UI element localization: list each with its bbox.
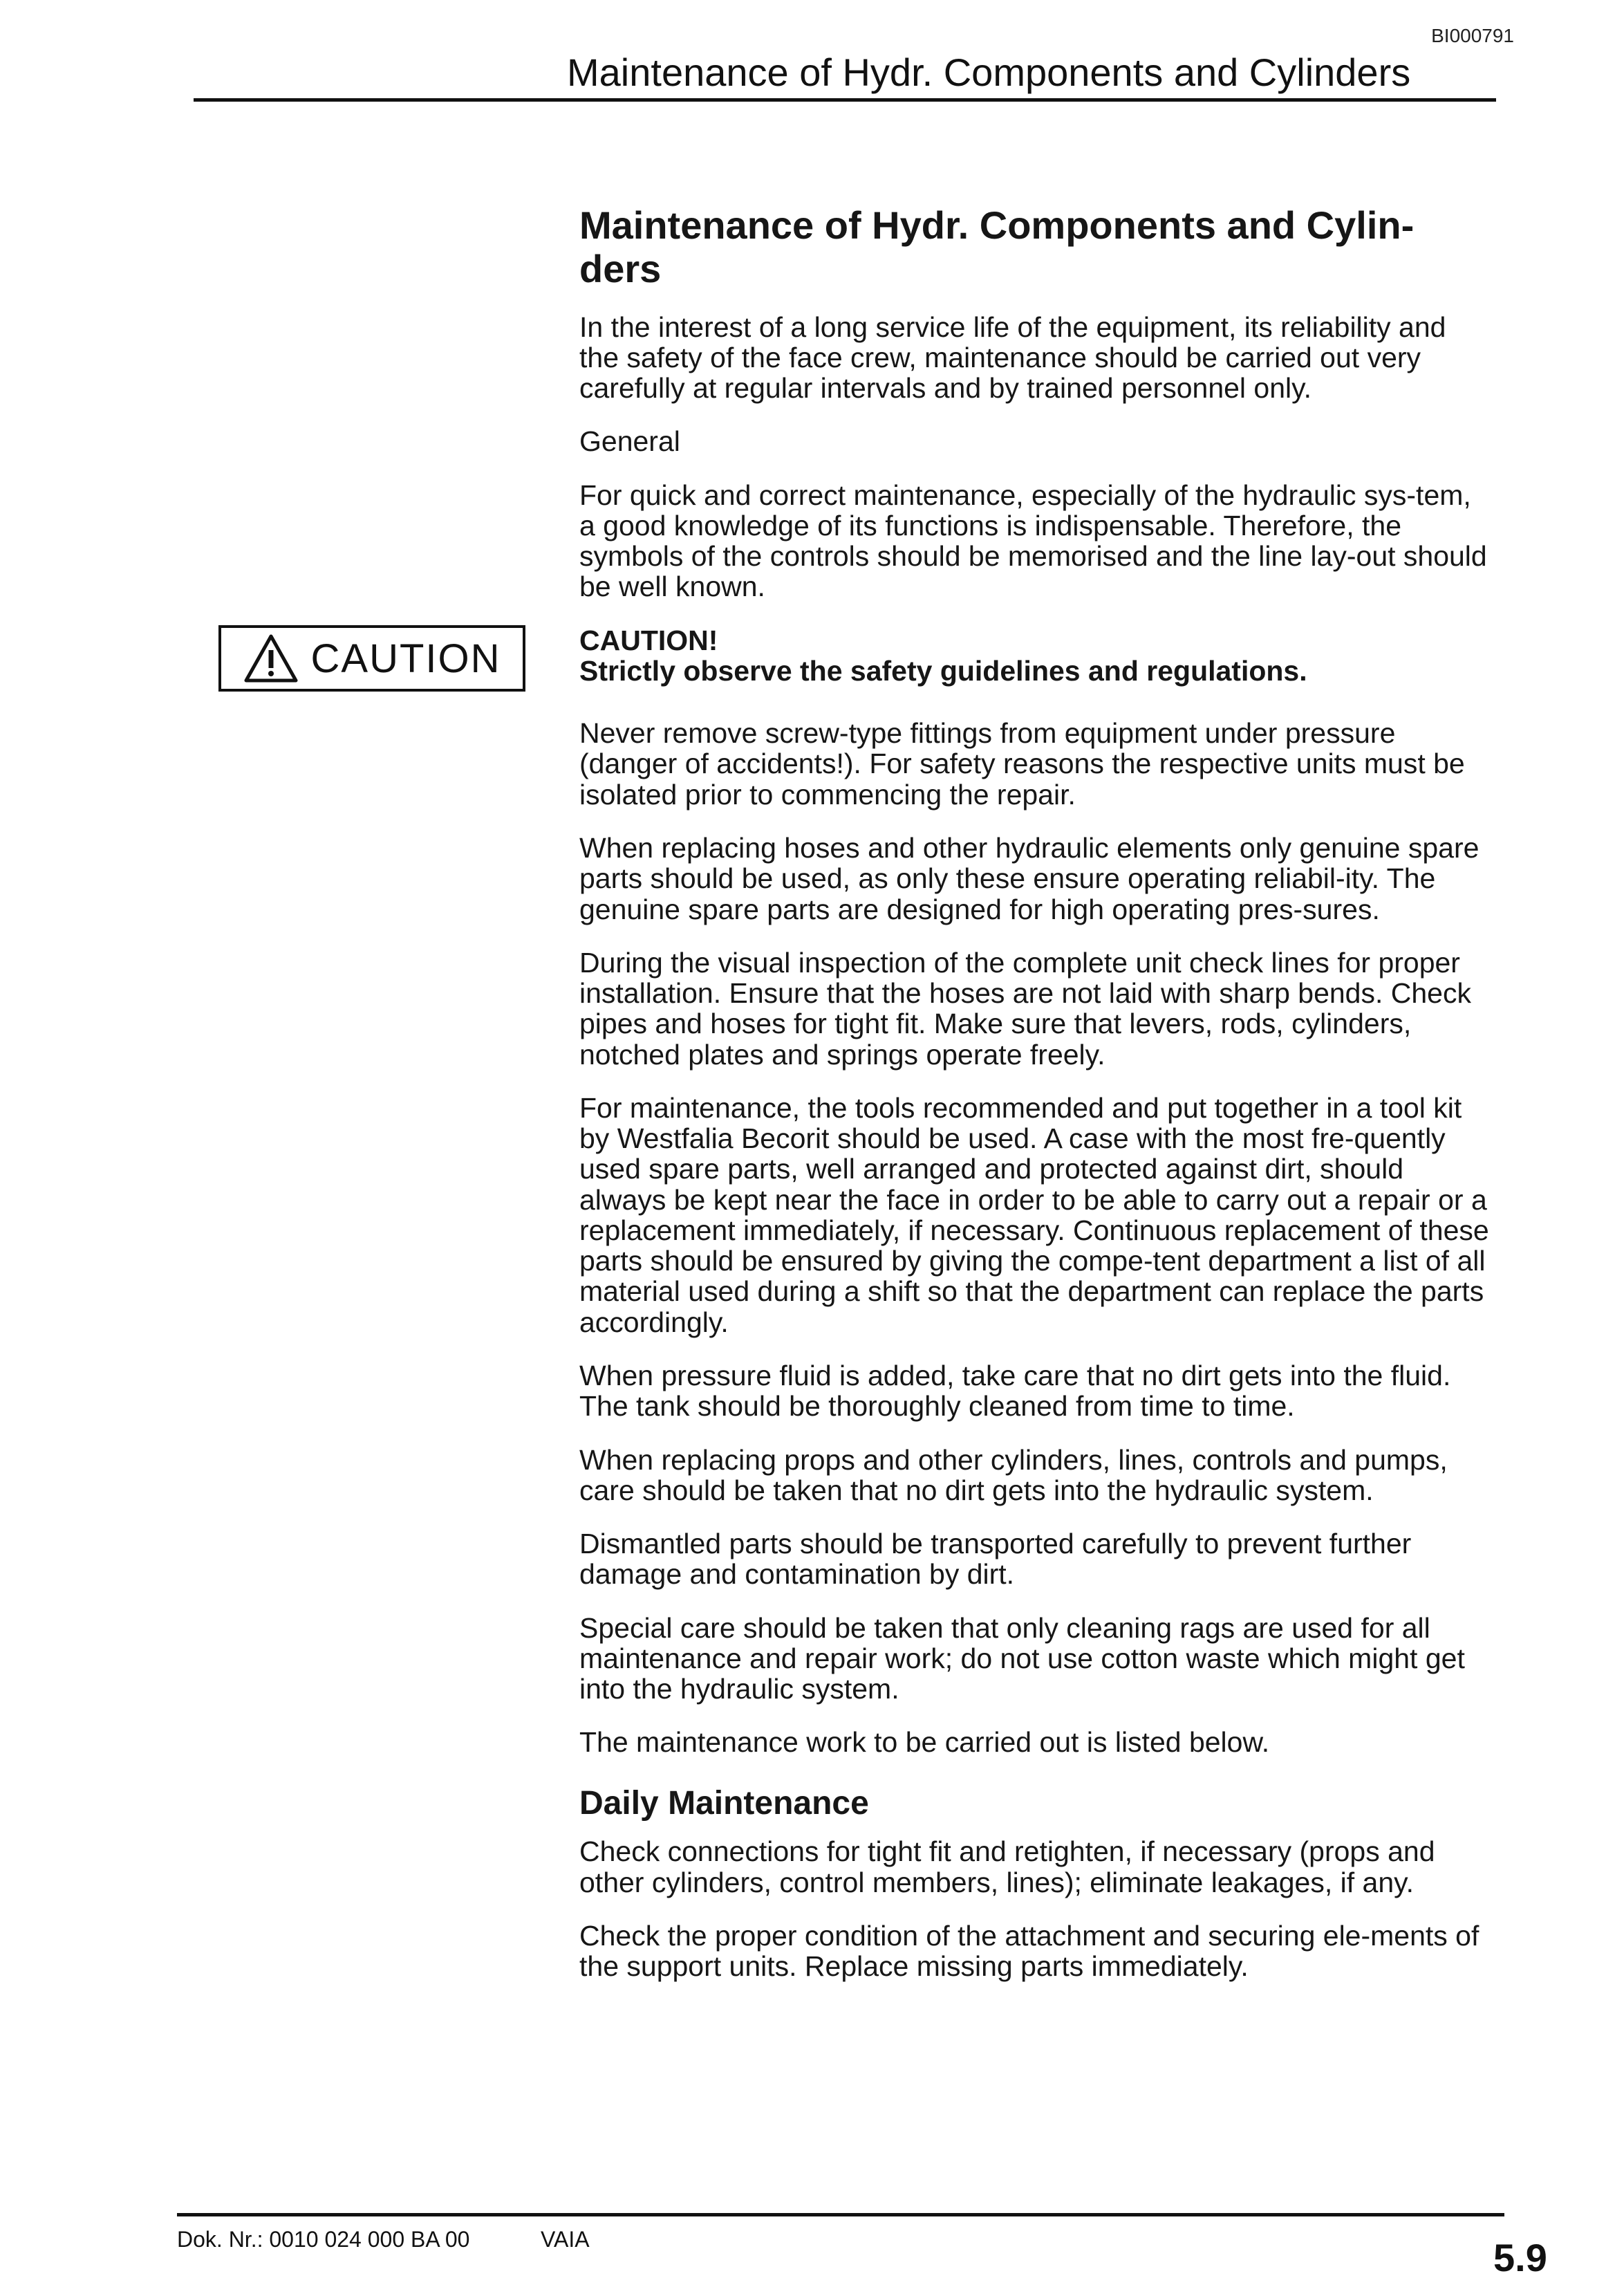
caution-text: Strictly observe the safety guidelines and regulations. xyxy=(579,654,1307,687)
body-paragraph: When replacing props and other cylinders, lines, controls and pumps, care should be taken that no dirt gets into the hydraulic system. xyxy=(579,1443,1448,1506)
body-paragraph: Special care should be taken that only cleaning rags are used for all maintenance and repair work; do not use cotton waste which might get into the hydraulic system. xyxy=(579,1611,1465,1705)
caution-label: CAUTION xyxy=(310,636,501,681)
main-content xyxy=(579,203,1492,2005)
daily-paragraph: Check the proper condition of the attachment and securing ele-ments of the support units. Replace missing parts immediately. xyxy=(579,1919,1479,1983)
daily-maintenance-heading: Daily Maintenance xyxy=(579,1784,869,1822)
running-header: Maintenance of Hydr. Components and Cylinders xyxy=(567,50,1411,94)
general-paragraph: For quick and correct maintenance, especially of the hydraulic sys-tem, a good knowledge of its functions is indispensable. Therefore, the symbols of the controls should be memorised and the line lay-out should be well known. xyxy=(579,479,1487,603)
body-paragraph: Dismantled parts should be transported carefully to prevent further damage and contamination by dirt. xyxy=(579,1528,1412,1591)
intro-paragraph: In the interest of a long service life of the equipment, its reliability and the safety of the face crew, maintenance should be carried out very carefully at regular intervals and by trained personnel only. xyxy=(579,311,1446,405)
document-id: BI000791 xyxy=(1431,25,1514,46)
caution-notice xyxy=(579,625,1492,687)
body-paragraph: The maintenance work to be carried out is listed below. xyxy=(579,1726,1270,1759)
body-paragraph: For maintenance, the tools recommended and put together in a tool kit by Westfalia Becorit should be used. A case with the most fre-quently used spare parts, well arranged and protected against dirt, should always be kept near the face in order to be able to carry out a repair or a replacement immediately, if necessary. Continuous replacement of these parts should be ensured by giving the compe-tent department a list of all material used during a shift so that the department can replace the parts accordingly. xyxy=(579,1091,1489,1338)
body-paragraph: When pressure fluid is added, take care that no dirt gets into the fluid. The tank should be thoroughly cleaned from time to time. xyxy=(579,1359,1451,1423)
daily-paragraph: Check connections for tight fit and retighten, if necessary (props and other cylinders, control members, lines); eliminate leakages, if any. xyxy=(579,1835,1435,1898)
general-label: General xyxy=(579,425,680,458)
page-title: Maintenance of Hydr. Components and Cylin-ders xyxy=(579,203,1415,291)
header-rule xyxy=(194,98,1496,102)
footer-doc-number: Dok. Nr.: 0010 024 000 BA 00 xyxy=(177,2227,470,2252)
page-number: 5.9 xyxy=(1493,2236,1547,2279)
body-paragraph: Never remove screw-type fittings from equipment under pressure (danger of accidents!). For safety reasons the respective units must be isolated prior to commencing the repair. xyxy=(579,717,1465,811)
footer-code: VAIA xyxy=(541,2227,590,2252)
caution-title: CAUTION! xyxy=(579,624,718,656)
body-paragraph: During the visual inspection of the complete unit check lines for proper installation. Ensure that the hoses are not laid with sharp bends. Check pipes and hoses for tight fit. Make sure that levers, rods, cylinders, notched plates and springs operate freely. xyxy=(579,946,1471,1071)
footer-rule xyxy=(177,2213,1504,2216)
body-paragraph: When replacing hoses and other hydraulic elements only genuine spare parts should be used, as only these ensure operating reliabil-ity. The genuine spare parts are designed for high operating pres-sures. xyxy=(579,831,1479,925)
caution-box xyxy=(218,625,525,692)
warning-triangle-icon xyxy=(243,633,299,683)
